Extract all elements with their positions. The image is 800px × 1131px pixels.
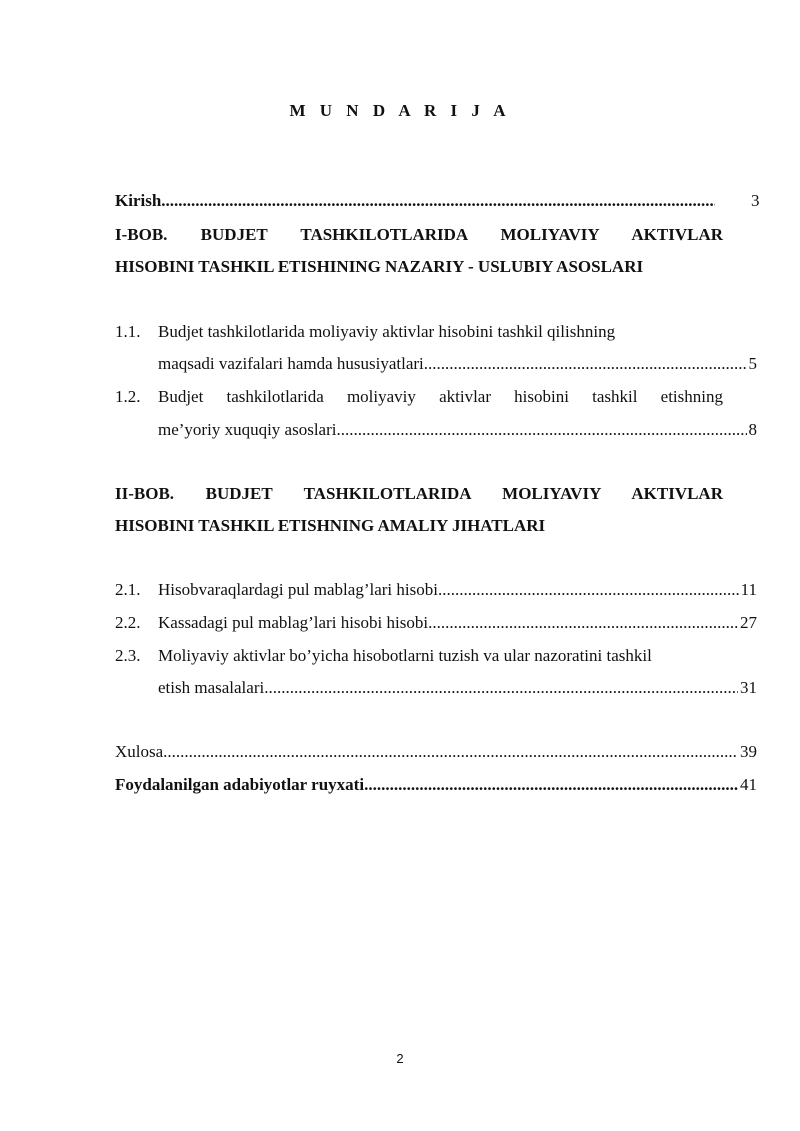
toc-page-number: 41	[740, 775, 757, 794]
dot-leader	[264, 677, 738, 699]
toc-entry-label: maqsadi vazifalari hamda hususiyatlari	[158, 354, 424, 373]
toc-entry-label: Kirish .....	[115, 190, 715, 212]
toc-entry-1-1-line1[interactable]: Budjet tashkilotlarida moliyaviy aktivlar hisobini tashkil qilishning	[158, 322, 616, 341]
toc-entry-2-3-line1[interactable]: Moliyaviy aktivlar bo’yicha hisobotlarni tuzish va ular nazoratini tashkil	[158, 646, 652, 665]
toc-entry-1-2-line1[interactable]: Budjet tashkilotlarida moliyaviy aktivlar hisobini tashkil etishning	[158, 387, 723, 406]
dot-leader	[438, 579, 739, 601]
dot-leader	[428, 612, 738, 634]
dot-leader	[364, 774, 738, 796]
toc-page-number: 5	[748, 354, 757, 373]
toc-entry-2-3[interactable]	[158, 677, 757, 699]
toc-page-number: 39	[740, 742, 757, 761]
toc-entry-2-1[interactable]	[115, 579, 757, 601]
toc-page-number: 8	[748, 420, 757, 439]
toc-entry-number: 1.2.	[115, 387, 141, 406]
toc-entry-number: 2.2.	[115, 613, 141, 632]
toc-page-number: 31	[740, 678, 757, 697]
toc-entry-number: 2.1.	[115, 580, 141, 599]
toc-entry-xulosa[interactable]	[115, 741, 757, 763]
toc-entry-label: Xulosa	[115, 742, 164, 761]
toc-entry-kirish[interactable]	[115, 190, 760, 212]
toc-entry-2-2[interactable]	[115, 612, 757, 634]
chapter-2-heading-line1[interactable]: II-BOB. BUDJET TASHKILOTLARIDA MOLIYAVIY AKTIVLAR	[115, 484, 723, 503]
toc-entry-1-2[interactable]	[158, 419, 757, 441]
toc-entry-label: Kassadagi pul mablag’lari hisobi hisobi	[158, 613, 429, 632]
toc-entry-references[interactable]	[115, 774, 757, 796]
toc-entry-label: Foydalanilgan adabiyotlar ruyxati	[115, 775, 365, 794]
toc-entry-label: me’yoriy xuquqiy asoslari	[158, 420, 337, 439]
toc-entry-label: etish masalalari	[158, 678, 265, 697]
toc-entry-number: 2.3.	[115, 646, 141, 665]
dot-leader	[336, 419, 746, 441]
toc-page-number: 3	[751, 191, 760, 210]
toc-entry-label: Hisobvaraqlardagi pul mablag’lari hisobi	[158, 580, 438, 599]
chapter-1-heading-line2[interactable]: HISOBINI TASHKIL ETISHINING NAZARIY - USLUBIY ASOSLARI	[115, 257, 644, 276]
chapter-2-heading-line2[interactable]: HISOBINI TASHKIL ETISHNING AMALIY JIHATLARI	[115, 516, 546, 535]
page-title: M U N D A R I J A	[289, 101, 511, 120]
chapter-1-heading-line1[interactable]: I-BOB. BUDJET TASHKILOTLARIDA MOLIYAVIY AKTIVLAR	[115, 225, 723, 244]
toc-page-number: 27	[740, 613, 757, 632]
dot-leader	[163, 741, 738, 763]
dot-leader	[424, 353, 747, 375]
toc-entry-1-1[interactable]	[158, 353, 757, 375]
toc-page-number: 11	[740, 580, 757, 599]
toc-entry-number: 1.1.	[115, 322, 141, 341]
page-number: 2	[396, 1051, 404, 1066]
